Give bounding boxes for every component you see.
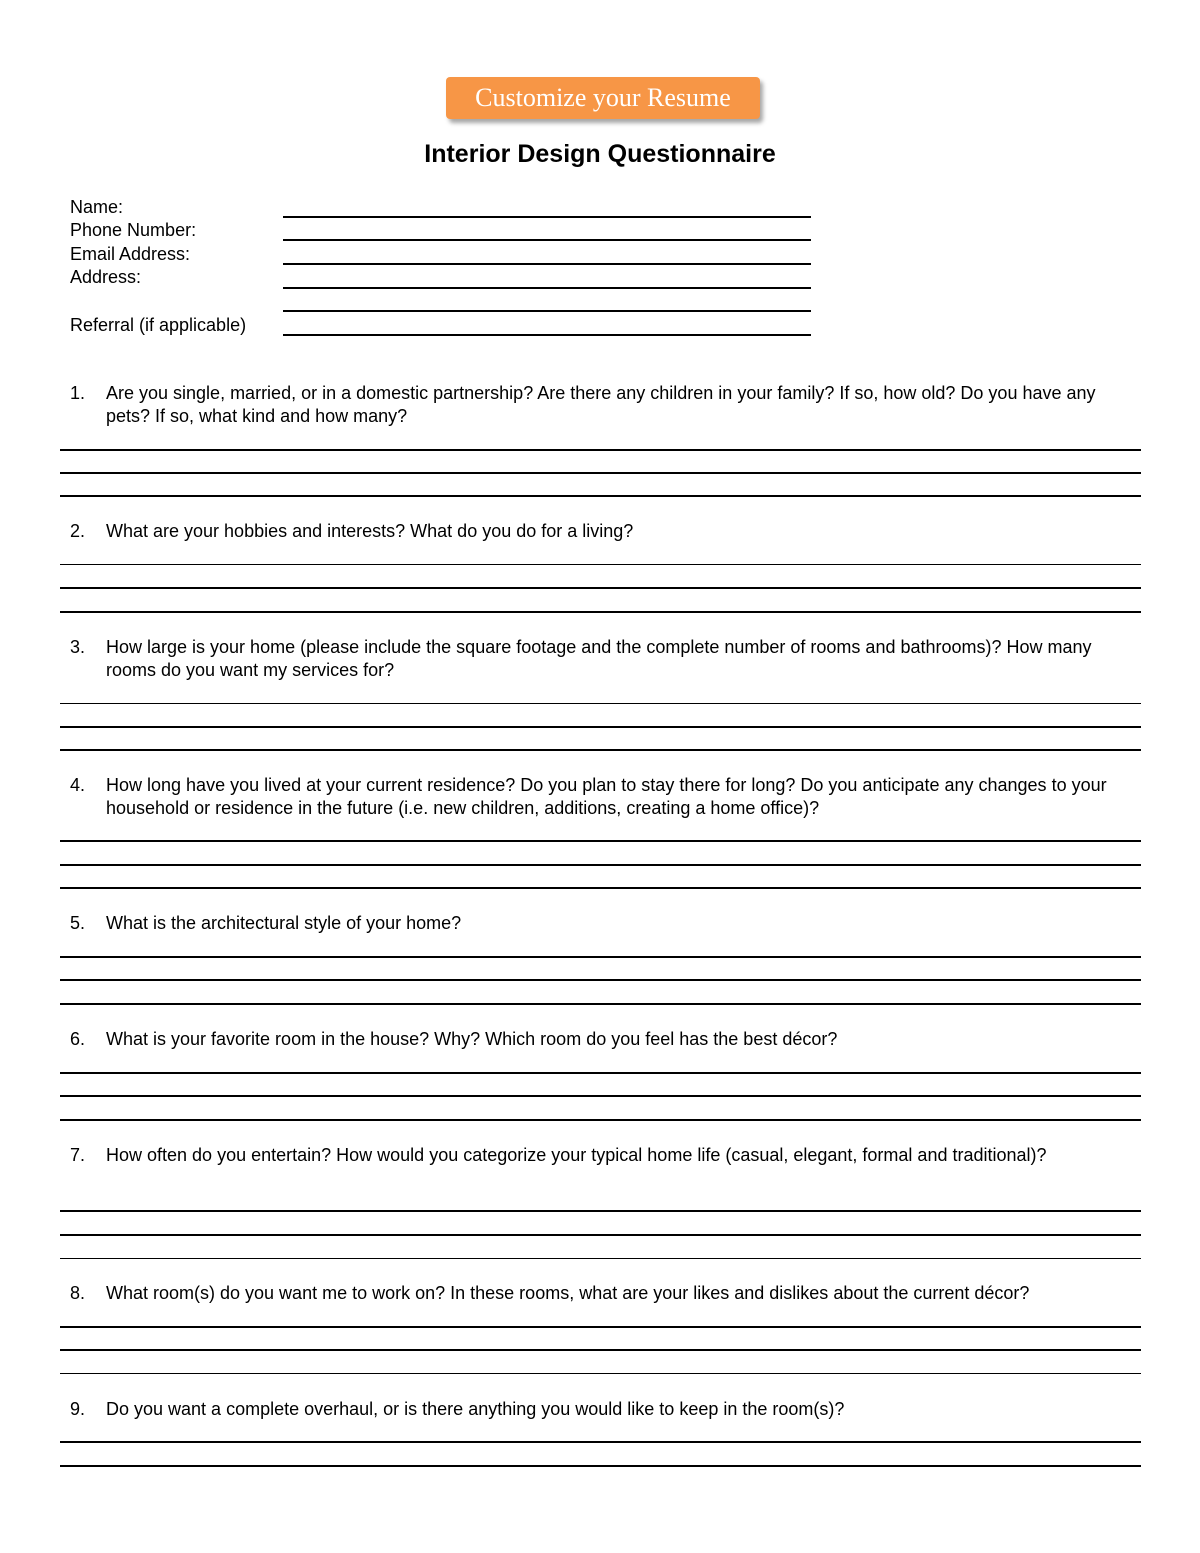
answer-line[interactable]	[60, 564, 1141, 565]
question-number: 2.	[70, 521, 86, 541]
answer-line[interactable]	[60, 1210, 1141, 1212]
answer-line[interactable]	[60, 1465, 1141, 1467]
question-2	[70, 520, 1130, 543]
answer-line[interactable]	[60, 1234, 1141, 1236]
question-number: 5.	[70, 913, 86, 933]
referral-label: Referral (if applicable)	[70, 315, 247, 335]
question-9	[70, 1398, 1130, 1421]
answer-line[interactable]	[60, 1441, 1141, 1443]
answer-line[interactable]	[60, 587, 1141, 589]
address-field-line-2[interactable]	[283, 310, 811, 312]
answer-line[interactable]	[60, 1095, 1141, 1097]
question-text: Are you single, married, or in a domestic partnership? Are there any children in your family? If so, how old? Do you have any pets? If so, what kind and how many?	[106, 383, 1096, 426]
question-number: 4.	[70, 775, 86, 795]
question-6	[70, 1028, 1130, 1051]
question-number: 9.	[70, 1399, 86, 1419]
name-field[interactable]	[283, 216, 811, 218]
answer-line[interactable]	[60, 864, 1141, 866]
question-3	[70, 636, 1130, 682]
question-text: How large is your home (please include the square footage and the complete number of rooms and bathrooms)? How many rooms do you want my services for?	[106, 637, 1092, 680]
phone-field[interactable]	[283, 239, 811, 241]
answer-line[interactable]	[60, 495, 1141, 497]
answer-line[interactable]	[60, 887, 1141, 889]
question-text: How often do you entertain? How would you categorize your typical home life (casual, elegant, formal and traditional)?	[106, 1145, 1047, 1165]
answer-line[interactable]	[60, 979, 1141, 981]
question-text: How long have you lived at your current residence? Do you plan to stay there for long? Do you anticipate any changes to your household or residence in the future (i.e. new children, additions, creating a home office)?	[106, 775, 1107, 818]
phone-label: Phone Number:	[70, 220, 197, 240]
question-1	[70, 382, 1130, 428]
answer-line[interactable]	[60, 1119, 1141, 1121]
answer-line[interactable]	[60, 1326, 1141, 1328]
question-8	[70, 1282, 1130, 1305]
answer-line[interactable]	[60, 956, 1141, 958]
address-field-line-1[interactable]	[283, 287, 811, 289]
question-7	[70, 1144, 1130, 1167]
question-5	[70, 912, 1130, 935]
answer-line[interactable]	[60, 749, 1141, 751]
answer-line[interactable]	[60, 840, 1141, 842]
answer-line[interactable]	[60, 1003, 1141, 1005]
referral-field[interactable]	[283, 334, 811, 336]
question-number: 8.	[70, 1283, 86, 1303]
email-label: Email Address:	[70, 244, 191, 264]
answer-line[interactable]	[60, 449, 1141, 451]
name-label: Name:	[70, 197, 124, 217]
question-number: 7.	[70, 1145, 86, 1165]
question-number: 3.	[70, 637, 86, 657]
answer-line[interactable]	[60, 703, 1141, 704]
question-text: What are your hobbies and interests? What do you do for a living?	[106, 521, 634, 541]
answer-line[interactable]	[60, 1258, 1141, 1259]
answer-line[interactable]	[60, 611, 1141, 613]
question-text: What is your favorite room in the house? Why? Which room do you feel has the best décor?	[106, 1029, 838, 1049]
answer-line[interactable]	[60, 1072, 1141, 1074]
question-text: What room(s) do you want me to work on? In these rooms, what are your likes and dislikes about the current décor?	[106, 1283, 1030, 1303]
customize-resume-button[interactable]: Customize your Resume	[446, 77, 760, 119]
question-text: What is the architectural style of your home?	[106, 913, 462, 933]
address-label: Address:	[70, 267, 142, 287]
question-4	[70, 774, 1130, 820]
question-text: Do you want a complete overhaul, or is there anything you would like to keep in the room(s)?	[106, 1399, 845, 1419]
question-number: 6.	[70, 1029, 86, 1049]
answer-line[interactable]	[60, 726, 1141, 728]
answer-line[interactable]	[60, 1349, 1141, 1351]
answer-line[interactable]	[60, 1373, 1141, 1374]
page-title: Interior Design Questionnaire	[424, 140, 776, 168]
answer-line[interactable]	[60, 472, 1141, 474]
question-number: 1.	[70, 383, 86, 403]
email-field[interactable]	[283, 263, 811, 265]
